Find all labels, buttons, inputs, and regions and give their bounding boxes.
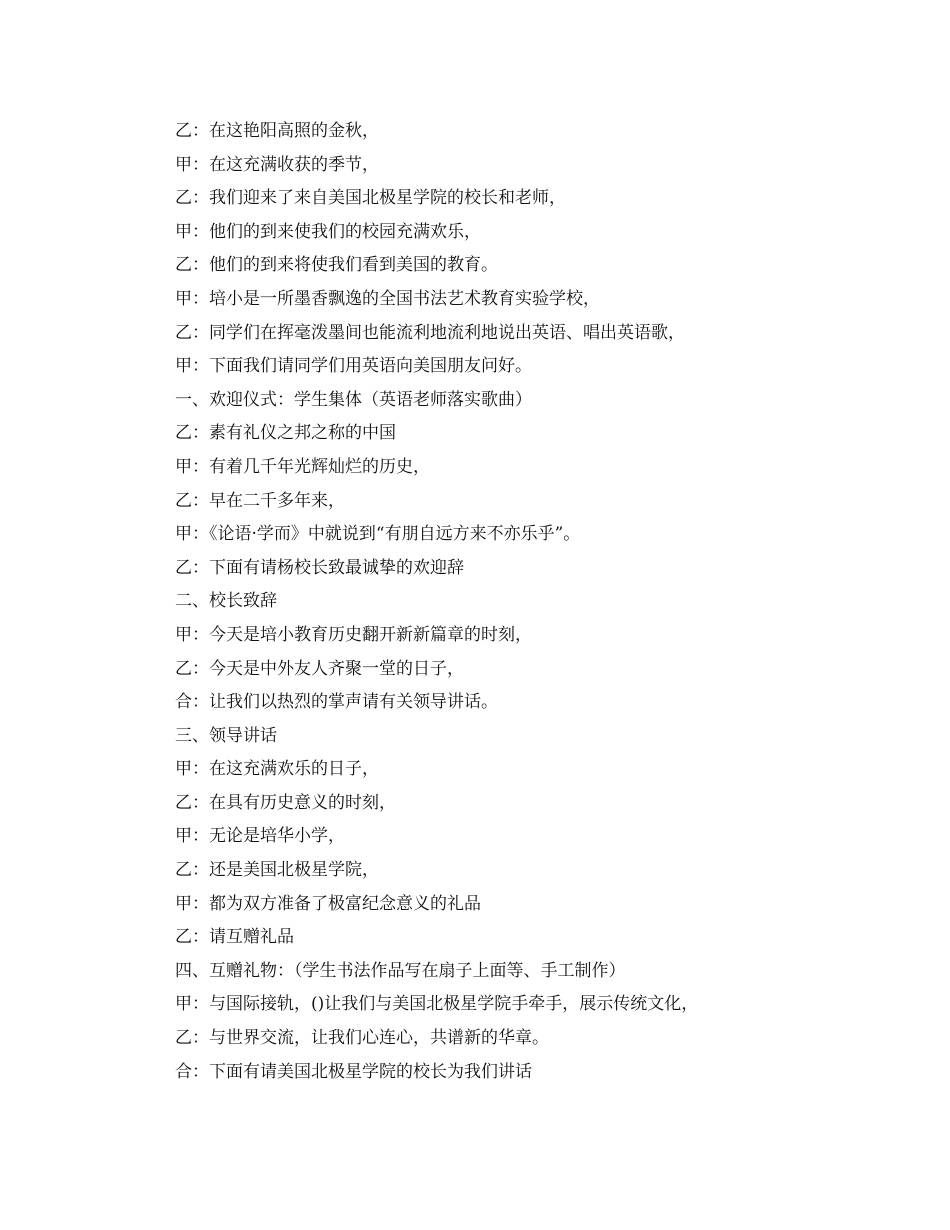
text-line: 甲：与国际接轨，()让我们与美国北极星学院手牵手，展示传统文化， — [175, 994, 699, 1015]
text-line: 甲：今天是培小教育历史翻开新新篇章的时刻， — [175, 624, 532, 645]
section-heading: 三、领导讲话 — [175, 725, 277, 746]
text-line: 甲：无论是培华小学， — [175, 826, 345, 847]
text-line: 乙：在这艳阳高照的金秋， — [175, 121, 379, 141]
text-line: 甲：在这充满欢乐的日子， — [175, 759, 379, 780]
text-line: 乙：早在二千多年来， — [175, 490, 345, 511]
text-line: 乙：还是美国北极星学院， — [175, 860, 379, 881]
text-line: 乙：与世界交流，让我们心连心，共谱新的华章。 — [175, 1028, 549, 1049]
document-body — [175, 115, 875, 1089]
text-line: 甲：下面我们请同学们用英语向美国朋友问好。 — [175, 356, 532, 377]
section-heading: 四、互赠礼物：（学生书法作品写在扇子上面等、手工制作） — [175, 960, 626, 981]
text-line: 甲：培小是一所墨香飘逸的全国书法艺术教育实验学校， — [175, 288, 600, 309]
text-line: 甲：《论语·学而》中就说到“有朋自远方来不亦乐乎”。 — [175, 524, 581, 545]
text-line: 乙：我们迎来了来自美国北极星学院的校长和老师， — [175, 188, 566, 209]
text-line: 乙：下面有请杨校长致最诚挚的欢迎辞 — [175, 557, 464, 578]
text-line: 乙：他们的到来将使我们看到美国的教育。 — [175, 255, 498, 276]
text-line: 甲：有着几千年光辉灿烂的历史， — [175, 456, 430, 477]
text-line: 甲：都为双方准备了极富纪念意义的礼品 — [175, 893, 481, 914]
text-line: 合：让我们以热烈的掌声请有关领导讲话。 — [175, 692, 498, 713]
section-heading: 二、校长致辞 — [175, 591, 277, 612]
text-line: 合：下面有请美国北极星学院的校长为我们讲话 — [175, 1061, 532, 1082]
text-line: 乙：素有礼仪之邦之称的中国 — [175, 423, 396, 444]
text-line: 乙：同学们在挥毫泼墨间也能流利地流利地说出英语、唱出英语歌， — [175, 322, 685, 343]
text-line: 甲：他们的到来使我们的校园充满欢乐， — [175, 221, 481, 242]
text-line: 乙：请互赠礼品 — [175, 927, 294, 948]
section-heading: 一、欢迎仪式：学生集体（英语老师落实歌曲） — [175, 389, 532, 410]
text-line: 甲：在这充满收获的季节， — [175, 154, 379, 175]
text-line: 乙：今天是中外友人齐聚一堂的日子， — [175, 658, 464, 679]
text-line: 乙：在具有历史意义的时刻， — [175, 792, 396, 813]
